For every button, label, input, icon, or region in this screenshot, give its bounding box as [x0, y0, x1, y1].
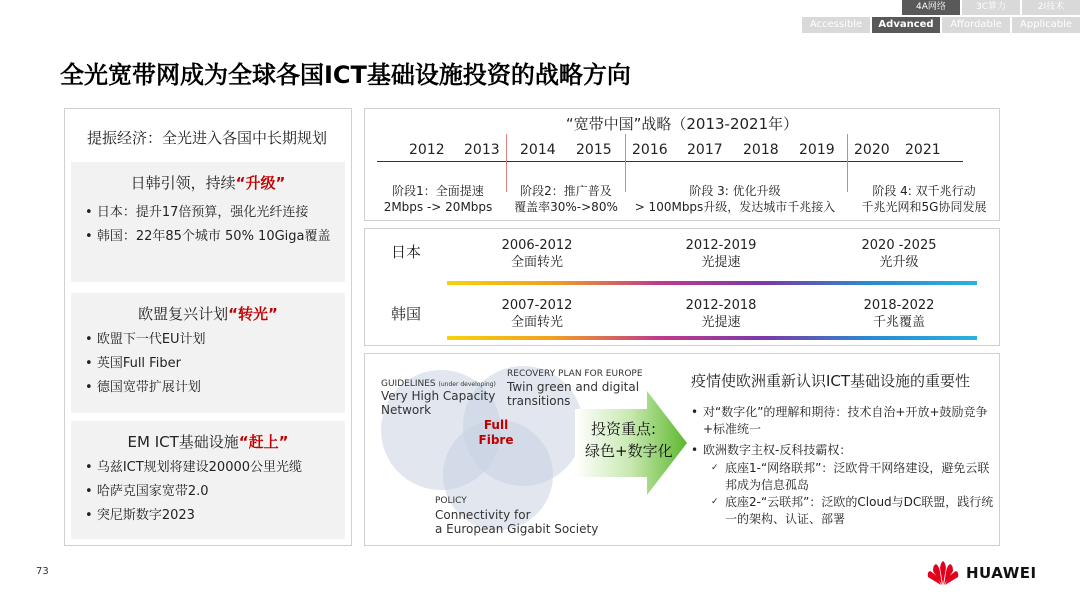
tab-strip-primary — [900, 0, 1080, 15]
list-item: • 突尼斯数字2023 — [85, 504, 345, 528]
list-item: • 日本：提升17倍预算，强化光纤连接 — [85, 201, 345, 225]
timeline-year: 2021 — [905, 142, 941, 158]
tab-3c-compute[interactable]: 3C算力 — [962, 0, 1020, 15]
stage-divider — [847, 134, 848, 192]
europe-sub-bullet-2: ✓ 底座2-“云联邦”：泛欧的Cloud与DC联盟，践行统一的架构、认证、部署 — [711, 495, 994, 526]
tab-affordable[interactable]: Affordable — [942, 17, 1010, 33]
huawei-petal-icon — [926, 560, 960, 586]
china-timeline-panel — [364, 108, 1000, 221]
tab-strip-secondary — [800, 17, 1080, 33]
timeline-year: 2015 — [576, 142, 612, 158]
japan-gradient-bar — [447, 281, 977, 285]
timeline-year: 2017 — [687, 142, 723, 158]
guidelines-label: GUIDELINES (under developing) — [381, 379, 496, 389]
japan-korea-timeline-panel — [364, 228, 1000, 346]
tab-advanced[interactable]: Advanced — [872, 17, 940, 33]
em-title: EM ICT基础设施“赶上” — [127, 433, 289, 451]
korea-period-1: 2007-2012 全面转光 — [501, 298, 573, 330]
huawei-logo — [926, 560, 1037, 586]
tab-applicable[interactable]: Applicable — [1012, 17, 1080, 33]
list-item: • 欧盟下一代EU计划 — [85, 328, 345, 352]
japan-period-3: 2020 -2025 光升级 — [861, 238, 937, 270]
list-item: • 乌兹ICT规划将建设20000公里光缆 — [85, 456, 345, 480]
korea-period-3: 2018-2022 千兆覆盖 — [863, 298, 935, 330]
europe-bullet-1: • 对“数字化”的理解和期待：技术自治+开放+鼓励竞争+标准统一 — [691, 405, 988, 436]
invest-focus-label: 投资重点: — [591, 420, 657, 438]
country-japan: 日本 — [391, 243, 422, 261]
europe-bullet-2: • 欧洲数字主权-反科技霸权： — [691, 443, 852, 457]
list-item: • 韩国：22年85个城市 50% 10Giga覆盖 — [85, 225, 345, 249]
em-box — [71, 421, 345, 539]
country-korea: 韩国 — [391, 305, 422, 323]
policy-label: POLICY — [435, 496, 467, 506]
eu-box — [71, 293, 345, 413]
recovery-text: Twin green and digital transitions — [507, 380, 640, 408]
europe-panel — [364, 353, 1000, 546]
stage-2: 阶段2：推广普及 覆盖率30%->80% — [514, 184, 618, 214]
japan-korea-title: 日韩引领，持续“升级” — [130, 174, 286, 192]
timeline-axis — [377, 161, 963, 162]
recovery-label: RECOVERY PLAN FOR EUROPE — [507, 369, 643, 379]
page-title: 全光宽带网成为全球各国ICT基础设施投资的战略方向 — [60, 61, 631, 89]
stage-divider — [506, 134, 507, 192]
stage-4: 阶段 4: 双千兆行动 千兆光网和5G协同发展 — [861, 184, 987, 214]
invest-focus-value: 绿色+数字化 — [585, 442, 673, 460]
timeline-year: 2016 — [632, 142, 668, 158]
timeline-year: 2018 — [743, 142, 779, 158]
tab-4a-network[interactable]: 4A网络 — [902, 0, 960, 15]
full-fibre-label: Full Fibre — [478, 418, 514, 447]
korea-period-2: 2012-2018 光提速 — [685, 298, 757, 330]
guidelines-text: Very High Capacity Network — [381, 389, 496, 417]
policy-text: Connectivity for a European Gigabit Society — [435, 508, 599, 536]
stage-divider — [625, 134, 626, 192]
list-item: • 德国宽带扩展计划 — [85, 376, 345, 400]
huawei-wordmark: HUAWEI — [966, 564, 1037, 582]
europe-sub-bullet-1: ✓ 底座1-“网络联邦”：泛欧骨干网络建设，避免云联邦成为信息孤岛 — [711, 461, 990, 492]
stage-3: 阶段 3: 优化升级 > 100Mbps升级，发达城市千兆接入 — [634, 184, 836, 214]
japan-period-1: 2006-2012 全面转光 — [501, 238, 573, 270]
korea-gradient-bar — [447, 336, 977, 340]
timeline-year: 2020 — [854, 142, 890, 158]
tab-accessible[interactable]: Accessible — [802, 17, 870, 33]
list-item: • 哈萨克国家宽带2.0 — [85, 480, 345, 504]
timeline-year: 2012 — [409, 142, 445, 158]
timeline-year: 2019 — [799, 142, 835, 158]
timeline-year: 2013 — [464, 142, 500, 158]
list-item: • 英国Full Fiber — [85, 352, 345, 376]
china-timeline-title: “宽带中国”战略（2013-2021年） — [565, 115, 799, 133]
europe-heading: 疫情使欧洲重新认识ICT基础设施的重要性 — [691, 372, 971, 390]
japan-period-2: 2012-2019 光提速 — [685, 238, 757, 270]
policy-heading: 提振经济：全光进入各国中长期规划 — [87, 129, 328, 147]
policy-panel — [64, 108, 352, 546]
tab-2i-tech[interactable]: 2I技术 — [1022, 0, 1080, 15]
page-number: 73 — [36, 566, 49, 577]
stage-1: 阶段1：全面提速 2Mbps -> 20Mbps — [383, 184, 493, 214]
japan-korea-box — [71, 162, 345, 282]
timeline-year: 2014 — [520, 142, 556, 158]
eu-title: 欧盟复兴计划“转光” — [138, 305, 278, 323]
